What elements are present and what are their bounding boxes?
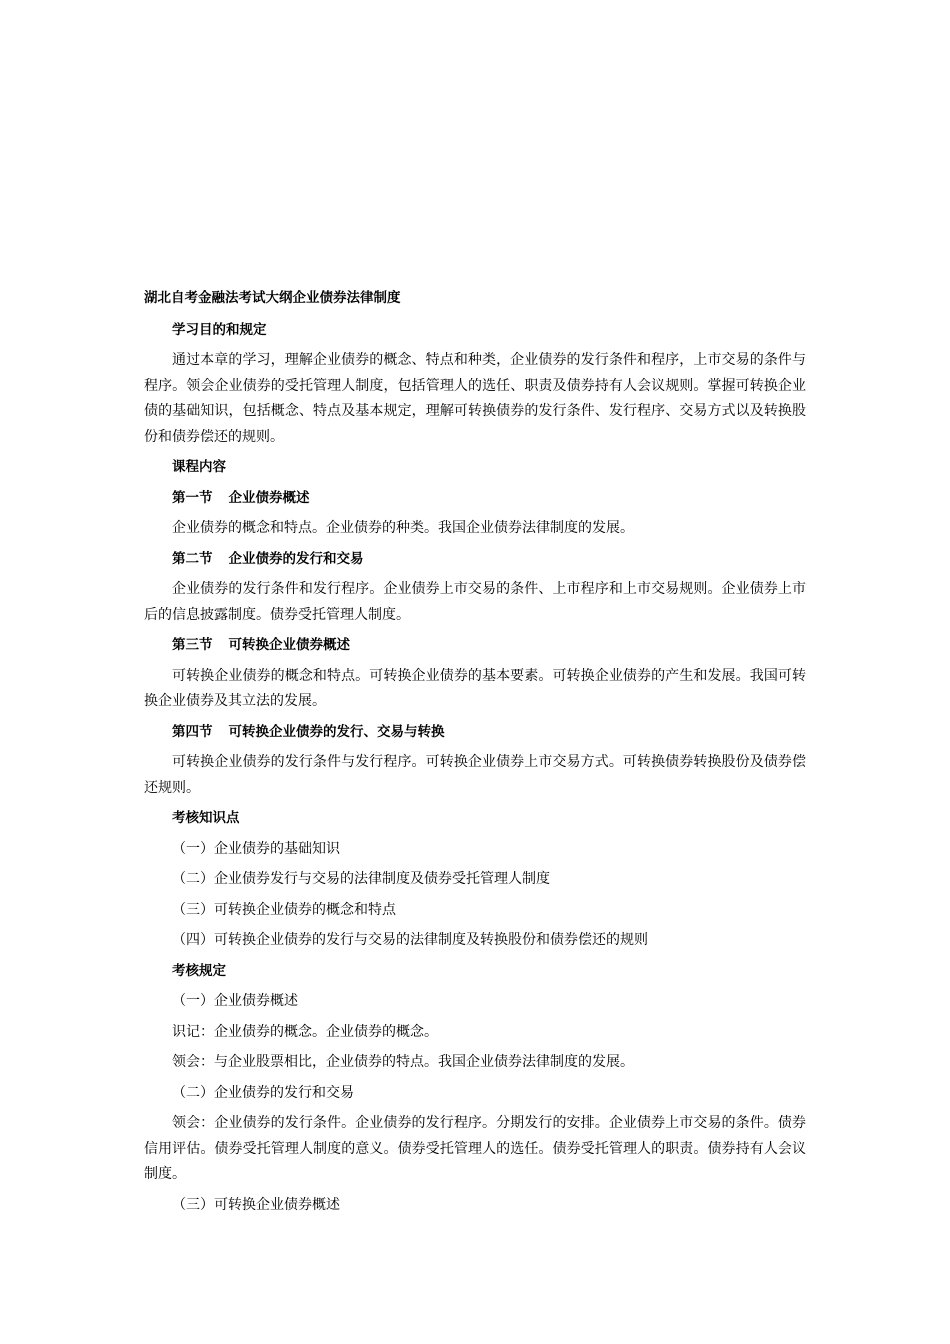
document-body [144,286,806,1223]
requirement-paragraph: 领会：企业债券的发行条件。企业债券的发行程序。分期发行的安排。企业债券上市交易的条件。债券信用评估。债券受托管理人制度的意义。债券受托管理人的选任。债券受托管理人的职责。债券持有人会议制度。 [144,1115,806,1182]
requirements-heading: 考核规定 [172,962,226,979]
section-title: 企业债券的发行和交易 [228,550,364,567]
section-number: 第二节 [172,550,213,567]
course-content-heading: 课程内容 [172,459,226,475]
section-heading [144,547,806,573]
section-heading [144,720,806,746]
knowledge-point: （四）可转换企业债券的发行与交易的法律制度及转换股份和债券偿还的规则 [172,932,648,948]
knowledge-point: （一）企业债券的基础知识 [172,840,340,857]
knowledge-point: （三）可转换企业债券的概念和特点 [172,901,396,918]
section-heading [144,633,806,659]
section-heading [144,486,806,512]
requirement-item: 识记：企业债券的概念。企业债券的概念。 [172,1023,438,1040]
objectives-heading: 学习目的和规定 [172,321,267,338]
section-title: 可转换企业债券的发行、交易与转换 [228,723,445,740]
requirement-item: （二）企业债券的发行和交易 [172,1084,354,1101]
section-number: 第三节 [172,637,213,653]
document-title: 湖北自考金融法考试大纲企业债券法律制度 [144,290,401,306]
knowledge-point: （二）企业债券发行与交易的法律制度及债券受托管理人制度 [172,871,550,887]
section-title: 可转换企业债券概述 [228,637,350,653]
section-number: 第四节 [172,723,213,740]
section-paragraph: 企业债券的概念和特点。企业债券的种类。我国企业债券法律制度的发展。 [172,520,634,536]
requirement-item: 领会：与企业股票相比，企业债券的特点。我国企业债券法律制度的发展。 [172,1054,634,1070]
objectives-paragraph: 通过本章的学习，理解企业债券的概念、特点和种类，企业债券的发行条件和程序，上市交易的条件与程序。领会企业债券的受托管理人制度，包括管理人的选任、职责及债券持有人会议规则。掌握可转换企业债的基础知识，包括概念、特点及基本规定，理解可转换债券的发行条件、发行程序、交易方式以及转换股份和债券偿还的规则。 [144,352,806,445]
section-paragraph: 可转换企业债券的发行条件与发行程序。可转换企业债券上市交易方式。可转换债券转换股份及债券偿还规则。 [144,754,806,796]
section-paragraph: 企业债券的发行条件和发行程序。企业债券上市交易的条件、上市程序和上市交易规则。企业债券上市后的信息披露制度。债券受托管理人制度。 [144,581,806,623]
section-number: 第一节 [172,489,213,506]
requirement-item: （一）企业债券概述 [172,993,298,1009]
requirement-item: （三）可转换企业债券概述 [172,1196,340,1213]
section-title: 企业债券概述 [228,489,310,506]
knowledge-points-heading: 考核知识点 [172,810,240,826]
section-paragraph: 可转换企业债券的概念和特点。可转换企业债券的基本要素。可转换企业债券的产生和发展。我国可转换企业债券及其立法的发展。 [144,667,806,709]
